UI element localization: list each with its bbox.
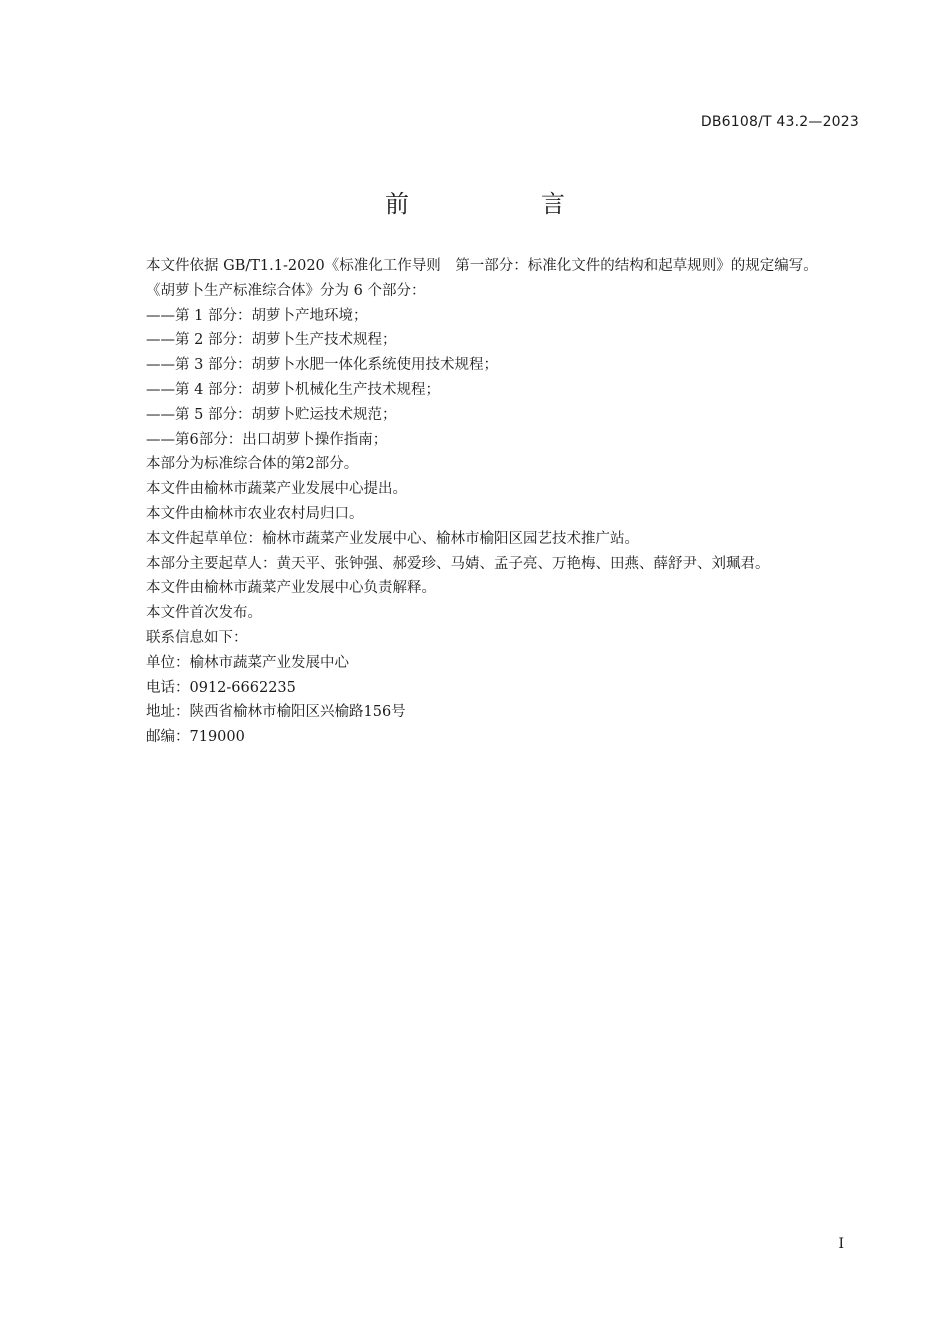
paragraph-interpretation: 本文件由榆林市蔬菜产业发展中心负责解释。 bbox=[146, 580, 436, 597]
list-item-part-6: ——第6部分：出口胡萝卜操作指南； bbox=[146, 431, 388, 448]
paragraph-drafters: 本部分主要起草人：黄天平、张钟强、郝爱珍、马婧、孟子亮、万艳梅、田燕、薛舒尹、刘珮君。 bbox=[146, 555, 770, 572]
page-title: 前 言 bbox=[385, 190, 619, 218]
paragraph-first-release: 本文件首次发布。 bbox=[146, 605, 262, 622]
paragraph-authority: 本文件由榆林市农业农村局归口。 bbox=[146, 505, 364, 522]
list-item-part-5: ——第 5 部分：胡萝卜贮运技术规范； bbox=[146, 406, 397, 423]
list-item-part-1: ——第 1 部分：胡萝卜产地环境； bbox=[146, 307, 368, 324]
contact-unit: 单位：榆林市蔬菜产业发展中心 bbox=[146, 654, 349, 671]
foreword-body bbox=[113, 254, 861, 750]
list-item-part-3: ——第 3 部分：胡萝卜水肥一体化系统使用技术规程； bbox=[146, 357, 498, 374]
list-item-part-4: ——第 4 部分：胡萝卜机械化生产技术规程； bbox=[146, 381, 440, 398]
contact-address: 地址：陕西省榆林市榆阳区兴榆路156号 bbox=[146, 704, 406, 721]
paragraph-contact-intro: 联系信息如下： bbox=[146, 629, 248, 646]
paragraph-this-part: 本部分为标准综合体的第2部分。 bbox=[146, 456, 359, 473]
list-item-part-2: ——第 2 部分：胡萝卜生产技术规程； bbox=[146, 332, 397, 349]
paragraph-proposer: 本文件由榆林市蔬菜产业发展中心提出。 bbox=[146, 481, 407, 498]
paragraph-parts-intro: 《胡萝卜生产标准综合体》分为 6 个部分： bbox=[146, 282, 426, 299]
contact-phone: 电话：0912-6662235 bbox=[146, 679, 296, 696]
contact-postcode: 邮编：719000 bbox=[146, 729, 245, 746]
document-code: DB6108/T 43.2—2023 bbox=[700, 114, 859, 130]
paragraph-drafting-units: 本文件起草单位：榆林市蔬菜产业发展中心、榆林市榆阳区园艺技术推广站。 bbox=[146, 530, 639, 547]
paragraph-basis: 本文件依据 GB/T1.1-2020《标准化工作导则 第一部分：标准化文件的结构和起草规则》的规定编写。 bbox=[146, 258, 818, 274]
page-number: I bbox=[838, 1236, 844, 1252]
